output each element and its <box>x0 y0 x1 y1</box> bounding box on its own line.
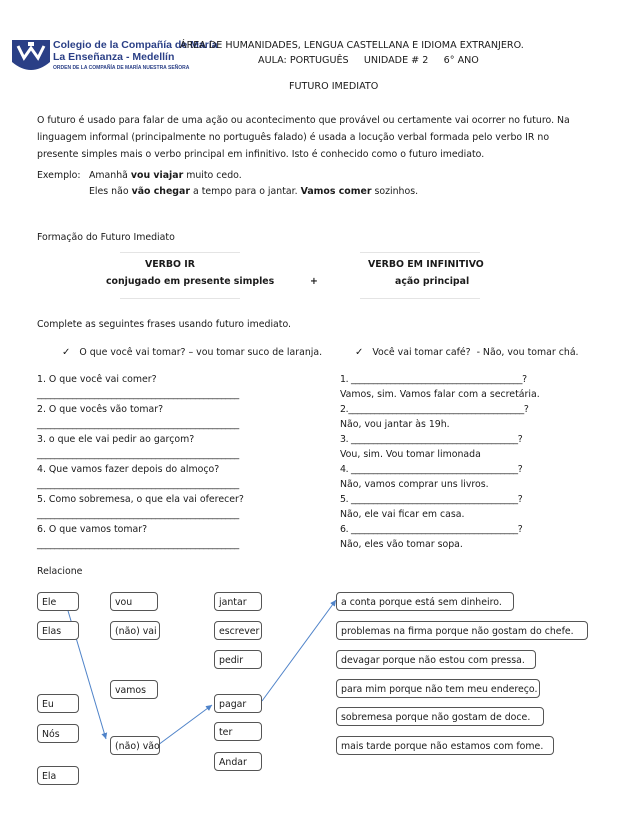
logo-line1: Colegio de la Compañía de María <box>53 39 218 51</box>
verb-box[interactable]: pagar <box>214 694 262 713</box>
verb-box[interactable]: jantar <box>214 592 262 611</box>
answer-line-1[interactable]: ______________________________________________ <box>37 389 239 400</box>
ending-box[interactable]: problemas na firma porque não gostam do chefe. <box>336 621 588 640</box>
formation-title: Formação do Futuro Imediato <box>37 232 175 243</box>
header-line2: AULA: PORTUGUÊS UNIDADE # 2 6° ANO <box>258 55 479 66</box>
answer-line-3[interactable]: ______________________________________________ <box>37 449 239 460</box>
verb-box[interactable]: ter <box>214 722 262 741</box>
verb-box[interactable]: Andar <box>214 752 262 771</box>
example-text: muito cedo. <box>183 170 242 181</box>
aux-box[interactable]: (não) vão <box>110 736 160 755</box>
answer-4: Não, vamos comprar uns livros. <box>340 479 489 490</box>
plus-sign: + <box>310 276 318 287</box>
verb-box[interactable]: pedir <box>214 650 262 669</box>
subject-box[interactable]: Elas <box>37 621 79 640</box>
question-2: 2. O que vocês vão tomar? <box>37 404 164 415</box>
answer-5: Não, ele vai ficar em casa. <box>340 509 465 520</box>
ending-box[interactable]: sobremesa porque não gostam de doce. <box>336 707 544 726</box>
example-text: sozinhos. <box>371 186 419 197</box>
question-6: 6. O que vamos tomar? <box>37 524 148 535</box>
subject-box[interactable]: Ela <box>37 766 79 785</box>
answer-2: Não, vou jantar às 19h. <box>340 419 450 430</box>
arrow-verb-to-ending <box>262 600 336 701</box>
subject-box[interactable]: Ele <box>37 592 79 611</box>
question-line-6[interactable]: 6. ______________________________________? <box>340 524 523 535</box>
aux-box[interactable]: vou <box>110 592 158 611</box>
intro-line3: presente simples mais o verbo principal em infinitivo. Isto é conhecido como o futuro imediato. <box>37 149 485 160</box>
subject-box[interactable]: Nós <box>37 724 79 743</box>
example-label: Exemplo: <box>37 170 81 181</box>
intro-line1: O futuro é usado para falar de uma ação ou acontecimento que provável ou certamente vai ocorrer no futuro. Na <box>37 115 570 126</box>
question-line-4[interactable]: 4. ______________________________________? <box>340 464 523 475</box>
example-verb: vou viajar <box>130 170 184 181</box>
aux-box[interactable]: (não) vai <box>110 621 160 640</box>
example-text: Eles não <box>89 186 132 197</box>
answer-1: Vamos, sim. Vamos falar com a secretária. <box>340 389 540 400</box>
verb-ir-heading: VERBO IR <box>145 259 195 270</box>
page-title: FUTURO IMEDIATO <box>289 81 379 92</box>
verb-box[interactable]: escrever <box>214 621 262 640</box>
ending-box[interactable]: a conta porque está sem dinheiro. <box>336 592 514 611</box>
relate-title: Relacione <box>37 566 83 577</box>
example-verb: vão chegar <box>131 186 190 197</box>
complete-instruction: Complete as seguintes frases usando futuro imediato. <box>37 319 292 330</box>
example-text: Amanhã <box>89 170 131 181</box>
example-right-text: Você vai tomar café? - Não, vou tomar chá. <box>372 347 579 358</box>
question-line-2[interactable]: 2.________________________________________? <box>340 404 529 415</box>
answer-3: Vou, sim. Vou tomar limonada <box>340 449 481 460</box>
question-line-1[interactable]: 1. _______________________________________? <box>340 374 527 385</box>
ending-box[interactable]: para mim porque não tem meu endereço. <box>336 679 540 698</box>
question-1: 1. O que você vai comer? <box>37 374 157 385</box>
answer-line-2[interactable]: ______________________________________________ <box>37 419 239 430</box>
arrow-aux-to-verb <box>158 705 212 745</box>
question-4: 4. Que vamos fazer depois do almoço? <box>37 464 220 475</box>
aux-box[interactable]: vamos <box>110 680 158 699</box>
verb-ir-subheading: conjugado em presente simples <box>106 276 275 287</box>
question-3: 3. o que ele vai pedir ao garçom? <box>37 434 195 445</box>
intro-line2: linguagem informal (principalmente no português falado) é usada a locução verbal formada pelo verbo IR no <box>37 132 550 143</box>
infinitive-heading: VERBO EM INFINITIVO <box>368 259 484 270</box>
infinitive-subheading: ação principal <box>395 276 470 287</box>
example-left-text: O que você vai tomar? – vou tomar suco de laranja. <box>79 347 323 358</box>
ending-box[interactable]: devagar porque não estou com pressa. <box>336 650 536 669</box>
answer-6: Não, eles vão tomar sopa. <box>340 539 463 550</box>
subject-box[interactable]: Eu <box>37 694 79 713</box>
question-line-3[interactable]: 3. ______________________________________? <box>340 434 523 445</box>
logo-line3: ORDEN DE LA COMPAÑÍA DE MARÍA NUESTRA SEÑORA <box>53 65 190 71</box>
answer-line-4[interactable]: ______________________________________________ <box>37 479 239 490</box>
checkmark-icon: ✓ <box>62 347 71 358</box>
answer-line-5[interactable]: ______________________________________________ <box>37 509 239 520</box>
example-text: a tempo para o jantar. <box>189 186 301 197</box>
checkmark-icon: ✓ <box>355 347 364 358</box>
logo-line2: La Enseñanza - Medellín <box>53 51 175 63</box>
question-line-5[interactable]: 5. ______________________________________? <box>340 494 523 505</box>
question-5: 5. Como sobremesa, o que ela vai oferecer? <box>37 494 244 505</box>
answer-line-6[interactable]: ______________________________________________ <box>37 539 239 550</box>
example-verb: Vamos comer <box>300 186 372 197</box>
ending-box[interactable]: mais tarde porque não estamos com fome. <box>336 736 554 755</box>
header-line1: ÁREA DE HUMANIDADES, LENGUA CASTELLANA E IDIOMA EXTRANJERO. <box>180 40 524 51</box>
